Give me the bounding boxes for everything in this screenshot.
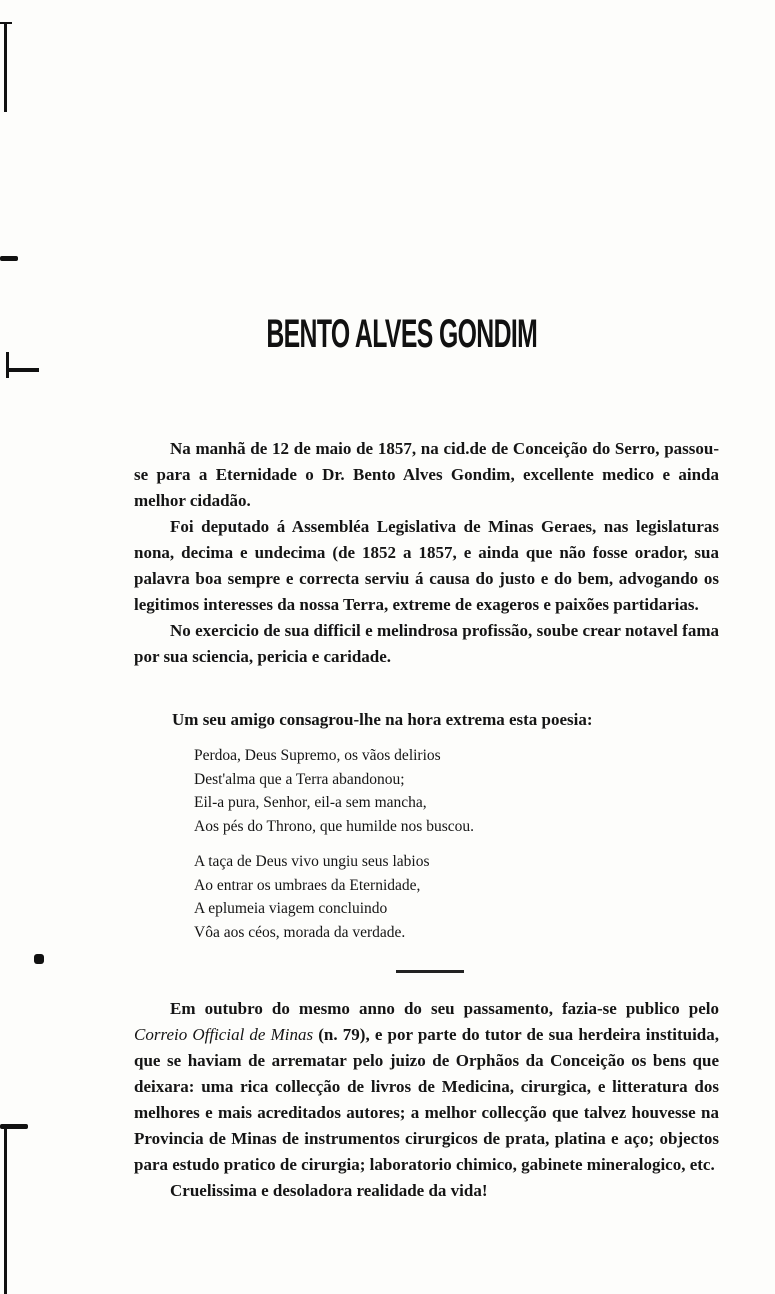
poem-stanza-1 <box>194 744 474 838</box>
poem-verse: Ao entrar os umbraes da Eternidade, <box>194 876 421 894</box>
scan-edge-mark <box>9 368 39 372</box>
paragraph-profession: No exercicio de sua difficil e melindrosa profissão, soube crear notavel fama por sua sciencia, pericia e caridade. <box>134 621 719 666</box>
paragraph-estate <box>134 996 719 1178</box>
scan-edge-mark <box>0 22 12 24</box>
estate-text-start: Em outubro do mesmo anno do seu passamento, fazia-se publico pelo <box>170 999 719 1018</box>
poem-verse: Perdoa, Deus Supremo, os vãos delirios <box>194 747 441 764</box>
poem-verse: A eplumeia viagem concluindo <box>194 900 388 917</box>
poem-verse: Vôa aos céos, morada da verdade. <box>194 923 406 941</box>
newspaper-title: Correio Official de Minas <box>134 1025 314 1044</box>
estate-section <box>134 996 719 1204</box>
poem-verse: Aos pés do Throno, que humilde nos buscou. <box>194 817 474 835</box>
scan-edge-mark <box>6 352 9 378</box>
poem-intro: Um seu amigo consagrou-lhe na hora extrema esta poesia: <box>172 710 593 729</box>
scan-edge-mark <box>4 22 7 112</box>
poem-verse: Eil-a pura, Senhor, eil-a sem mancha, <box>194 794 427 811</box>
biography-section <box>134 436 719 670</box>
paragraph-closing: Cruelissima e desoladora realidade da vida! <box>170 1181 488 1200</box>
poem-verse: Dest'alma que a Terra abandonou; <box>194 770 405 788</box>
scan-edge-mark <box>0 256 18 261</box>
scan-edge-mark <box>4 1126 7 1294</box>
section-divider <box>396 970 464 973</box>
poem-verse: A taça de Deus vivo ungiu seus labios <box>194 853 430 870</box>
paragraph-deputy: Foi deputado á Assembléa Legislativa de Minas Geraes, nas legislaturas nona, decima e undecima (de 1852 a 1857, e ainda que não fosse orador, sua palavra boa sempre e correcta serviu á causa do justo e do bem, advogando os legitimos interesses da nossa Terra, extreme de exageros e paixões partidarias. <box>134 517 719 614</box>
scan-edge-mark <box>34 954 44 964</box>
estate-text-rest: (n. 79), e por parte do tutor de sua herdeira instituida, que se haviam de arrematar pelo juizo de Orphãos da Conceição os bens que deixara: uma rica collecção de livros de Medicina, cirurgica, e litteratura dos melhores e mais acreditados autores; a melhor collecção que talvez houvesse na Provincia de Minas de instrumentos cirurgicos de prata, platina e aço; objectos para estudo pratico de cirurgia; laboratorio chimico, gabinete mineralogico, etc. <box>134 1025 719 1174</box>
page-title: BENTO ALVES GONDIM <box>266 312 538 356</box>
poem-stanza-2 <box>194 850 429 944</box>
paragraph-death: Na manhã de 12 de maio de 1857, na cid.de de Conceição do Serro, passou-se para a Eternidade o Dr. Bento Alves Gondim, excellente medico e ainda melhor cidadão. <box>134 439 719 510</box>
